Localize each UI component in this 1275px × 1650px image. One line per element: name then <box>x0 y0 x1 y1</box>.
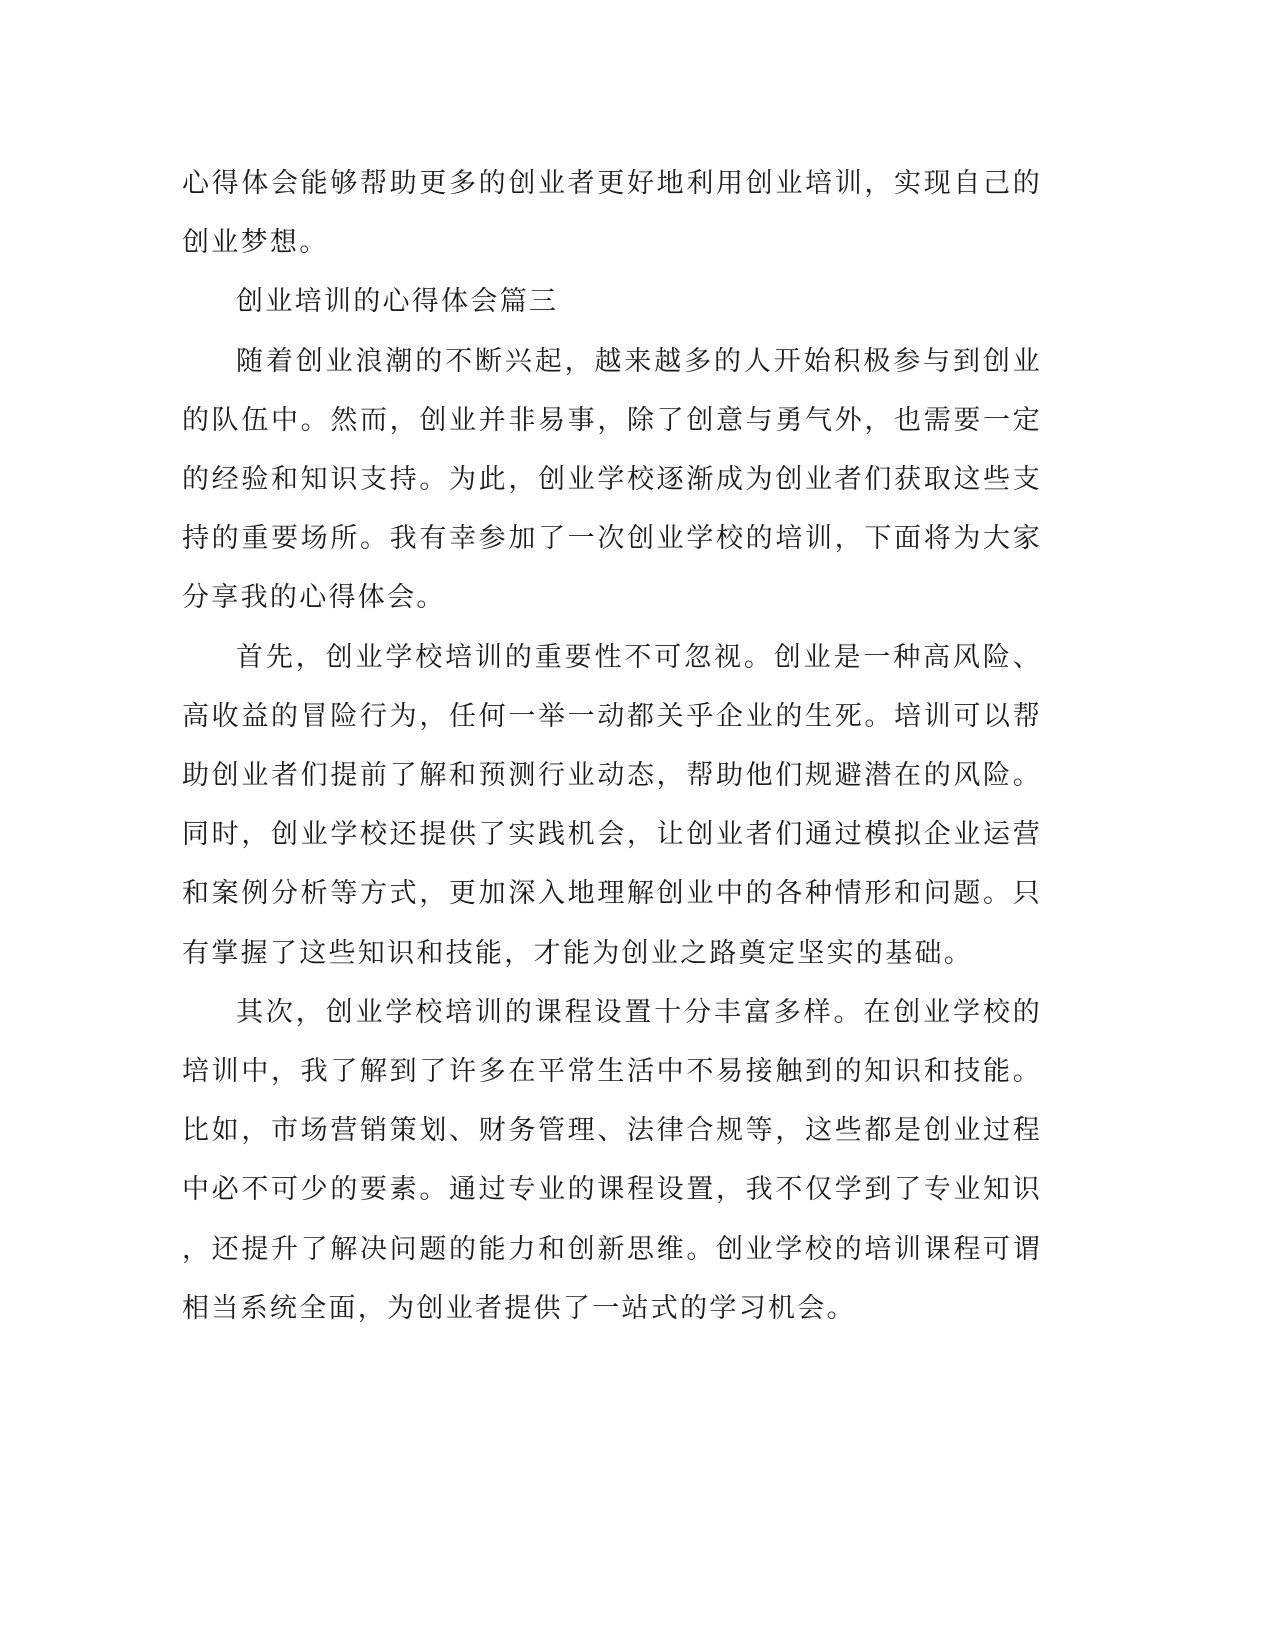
paragraph-importance: 首先，创业学校培训的重要性不可忽视。创业是一种高风险、高收益的冒险行为，任何一举一动都关乎企业的生死。培训可以帮助创业者们提前了解和预测行业动态，帮助他们规避潜在的风险。同时，创业学校还提供了实践机会，让创业者们通过模拟企业运营和案例分析等方式，更加深入地理解创业中的各种情形和问题。只有掌握了这些知识和技能，才能为创业之路奠定坚实的基础。 <box>182 641 1042 969</box>
section-heading: 创业培训的心得体会篇三 <box>236 286 559 318</box>
paragraph-intro: 随着创业浪潮的不断兴起，越来越多的人开始积极参与到创业的队伍中。然而，创业并非易事，除了创意与勇气外，也需要一定的经验和知识支持。为此，创业学校逐渐成为创业者们获取这些支持的重要场所。我有幸参加了一次创业学校的培训，下面将为大家分享我的心得体会。 <box>182 345 1042 614</box>
document-body <box>182 154 1042 1338</box>
paragraph-continuation: 心得体会能够帮助更多的创业者更好地利用创业培训，实现自己的创业梦想。 <box>182 168 1042 259</box>
paragraph-curriculum: 其次，创业学校培训的课程设置十分丰富多样。在创业学校的培训中，我了解到了许多在平常生活中不易接触到的知识和技能。比如，市场营销策划、财务管理、法律合规等，这些都是创业过程中必不可少的要素。通过专业的课程设置，我不仅学到了专业知识，还提升了解决问题的能力和创新思维。创业学校的培训课程可谓相当系统全面，为创业者提供了一站式的学习机会。 <box>182 996 1042 1324</box>
